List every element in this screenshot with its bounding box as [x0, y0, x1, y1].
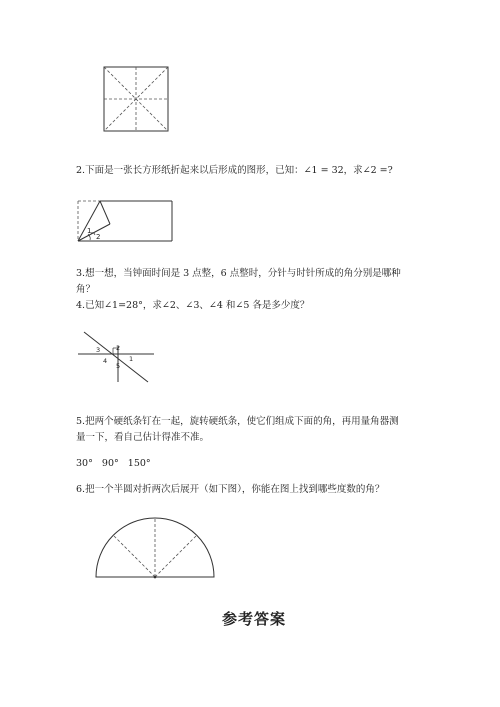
angle-2-label: 2	[96, 233, 101, 241]
line-label-5: 5	[116, 362, 121, 370]
question-3-line-2: 角？	[76, 284, 96, 295]
folded-square-figure	[100, 64, 172, 134]
intersecting-lines-figure	[74, 330, 158, 384]
question-5-line-2: 量一下，看自己估计得准不准。	[76, 432, 210, 443]
line-label-3: 3	[96, 346, 101, 354]
question-5-angles: 30° 90° 150°	[76, 458, 151, 469]
question-5-line-1: 5.把两个硬纸条钉在一起，旋转硬纸条，使它们组成下面的角，再用量角器测	[76, 416, 399, 427]
answers-heading: 参考答案	[222, 610, 287, 628]
line-label-2: 2	[116, 344, 121, 352]
question-6-text: 6.把一个半圆对折两次后展开（如下图），你能在图上找到哪些度数的角？	[76, 484, 385, 495]
question-4-text: 4.已知∠1=28°，求∠2、∠3、∠4 和∠5 各是多少度？	[76, 300, 310, 311]
question-3-line-1: 3.想一想，当钟面时间是 3 点整，6 点整时，分针与时针所成的角分别是哪种	[76, 268, 401, 279]
question-2-text: 2.下面是一张长方形纸折起来以后形成的图形，已知：∠1 = 32，求∠2 =?	[76, 165, 393, 176]
folded-rectangle-figure	[74, 196, 176, 244]
line-label-1: 1	[129, 355, 134, 363]
semicircle-figure	[92, 516, 218, 582]
angle-1-label: 1	[87, 227, 92, 235]
line-label-4: 4	[103, 357, 108, 365]
